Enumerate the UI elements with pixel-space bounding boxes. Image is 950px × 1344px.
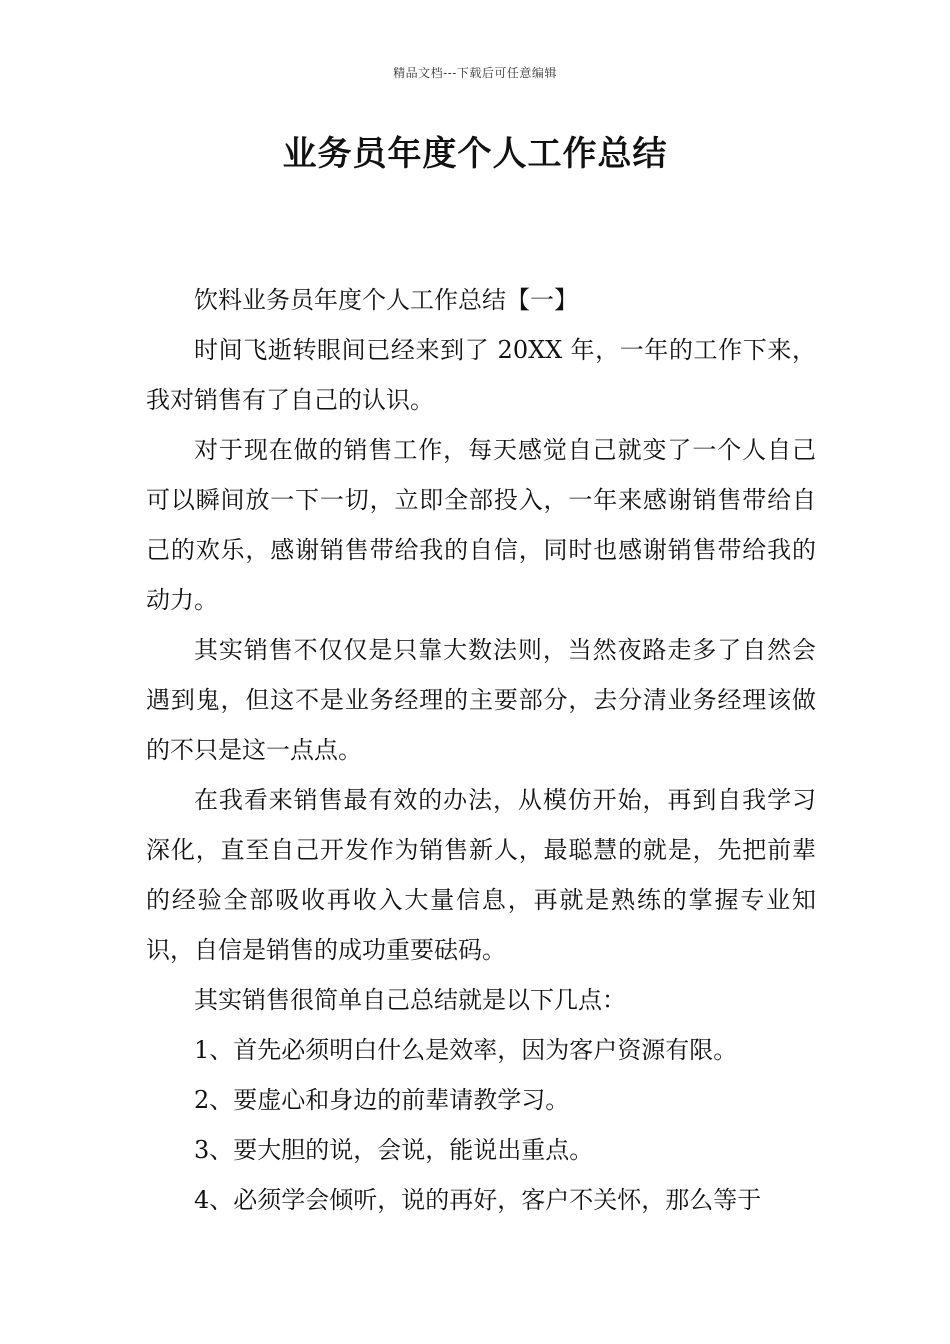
paragraph: 时间飞逝转眼间已经来到了 20XX 年，一年的工作下来，我对销售有了自己的认识。 bbox=[146, 336, 816, 414]
paragraph: 其实销售不仅仅是只靠大数法则，当然夜路走多了自然会遇到鬼，但这不是业务经理的主要部分，去分清业务经理该做的不只是这一点点。 bbox=[146, 636, 816, 764]
paragraph: 对于现在做的销售工作，每天感觉自己就变了一个人自己可以瞬间放一下一切，立即全部投入，一年来感谢销售带给自己的欢乐，感谢销售带给我的自信，同时也感谢销售带给我的动力。 bbox=[146, 436, 816, 614]
section-heading: 饮料业务员年度个人工作总结【一】 bbox=[194, 286, 578, 314]
list-item: 1、首先必须明白什么是效率，因为客户资源有限。 bbox=[194, 1036, 738, 1064]
header-note: 精品文档---下载后可任意编辑 bbox=[393, 66, 557, 80]
list-item: 3、要大胆的说，会说，能说出重点。 bbox=[194, 1136, 594, 1164]
document-title: 业务员年度个人工作总结 bbox=[282, 134, 668, 174]
paragraph: 在我看来销售最有效的办法，从模仿开始，再到自我学习深化，直至自己开发作为销售新人，最聪慧的就是，先把前辈的经验全部吸收再收入大量信息，再就是熟练的掌握专业知识，自信是销售的成功重要砝码。 bbox=[146, 786, 816, 964]
document-body bbox=[146, 275, 816, 1225]
paragraph: 其实销售很简单自己总结就是以下几点： bbox=[194, 986, 626, 1014]
list-item: 4、必须学会倾听，说的再好，客户不关怀，那么等于 bbox=[194, 1186, 762, 1214]
list-item: 2、要虚心和身边的前辈请教学习。 bbox=[194, 1086, 570, 1114]
